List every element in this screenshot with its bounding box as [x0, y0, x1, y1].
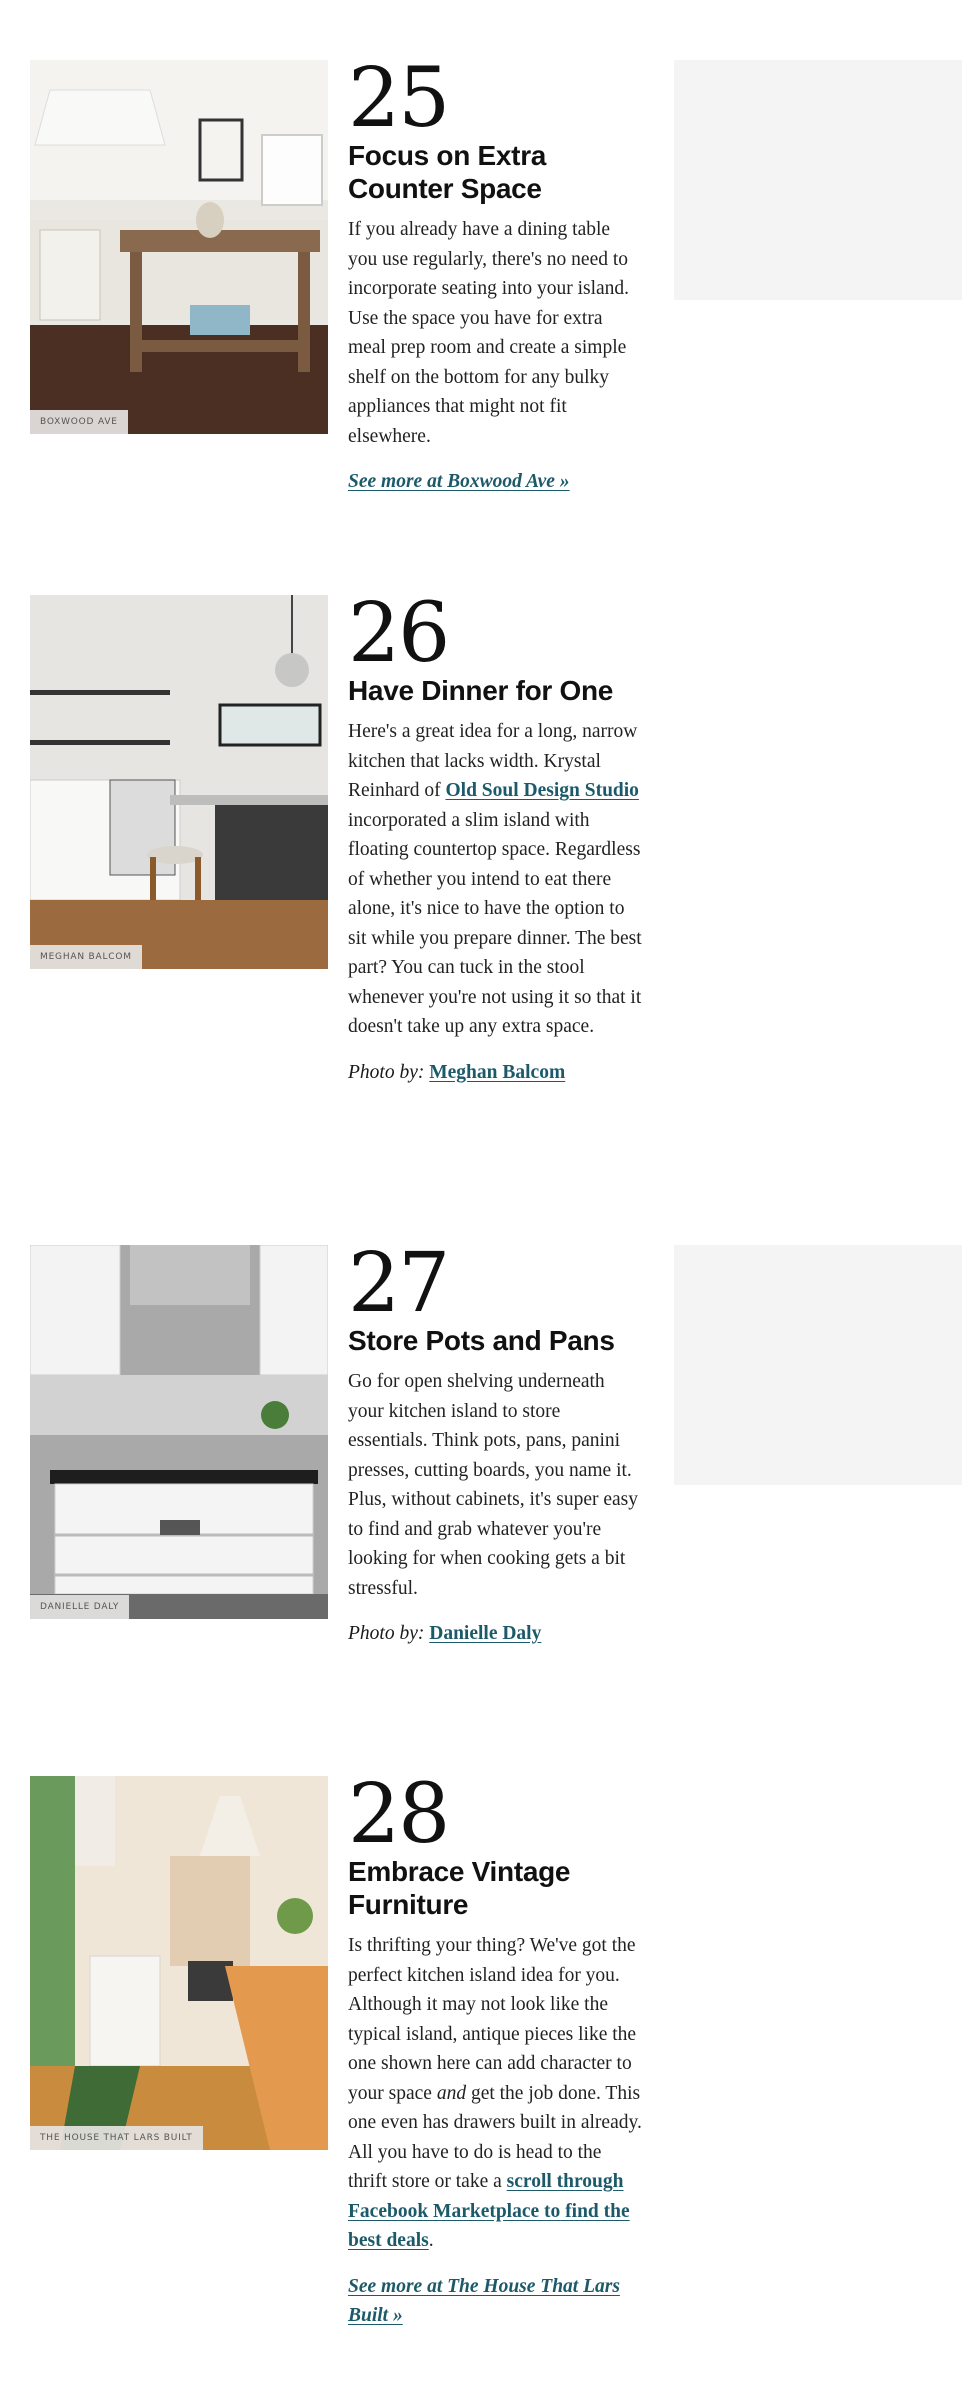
kitchen-image-26	[30, 595, 328, 969]
see-more	[348, 2272, 644, 2330]
old-soul-link[interactable]: Old Soul Design Studio	[445, 780, 639, 801]
kitchen-photo-26[interactable]	[30, 595, 328, 969]
ad-placeholder	[674, 1245, 962, 1485]
photographer-link[interactable]: Meghan Balcom	[429, 1061, 566, 1083]
kitchen-photo-27[interactable]	[30, 1245, 328, 1619]
kitchen-image-28	[30, 1776, 328, 2150]
photo-by-label: Photo by:	[348, 1623, 425, 1644]
item-content	[348, 1236, 644, 1648]
photo-credit: DANIELLE DALY	[30, 1595, 129, 1619]
body-text: Here's a great idea for a long, narrow kitchen that lacks width. Krystal Reinhard of	[348, 721, 638, 801]
photo-by	[348, 1058, 644, 1087]
body-text: Is thrifting your thing? We've got the perfect kitchen island idea for you. Although it may not look like the typical island, antique pieces like the one shown here can add character to your space	[348, 1935, 637, 2104]
item-number: 26	[348, 586, 449, 681]
item-content	[348, 586, 644, 1087]
body-text: get the job done. This one even has drawers built in already. All you have to do is head to the thrift store or take a	[348, 2082, 642, 2192]
kitchen-image-25	[30, 60, 328, 434]
item-body	[348, 1931, 644, 2256]
kitchen-photo-25[interactable]	[30, 60, 328, 434]
kitchen-image-27	[30, 1245, 328, 1619]
facebook-marketplace-link[interactable]: scroll through Facebook Marketplace to find the best deals	[348, 2171, 630, 2251]
see-more-link[interactable]: See more at Boxwood Ave »	[348, 471, 570, 492]
kitchen-photo-28[interactable]	[30, 1776, 328, 2150]
item-title: Have Dinner for One	[348, 675, 614, 706]
item-number: 27	[348, 1236, 449, 1331]
body-text: incorporated a slim island with floating countertop space. Regardless of whether you intend to eat there alone, it's nice to have the option to sit while you prepare dinner. The best part? You can tuck in the stool whenever you're not using it so that it doesn't take up any extra space.	[348, 809, 642, 1037]
photo-by	[348, 1619, 644, 1648]
item-content	[348, 51, 644, 496]
photo-credit: THE HOUSE THAT LARS BUILT	[30, 2126, 203, 2150]
photo-by-label: Photo by:	[348, 1061, 425, 1083]
item-number: 25	[348, 51, 449, 146]
see-more	[348, 467, 644, 496]
item-title: Embrace Vintage Furniture	[348, 1856, 571, 1920]
photographer-link[interactable]: Danielle Daly	[429, 1623, 542, 1644]
item-title: Focus on Extra Counter Space	[348, 140, 547, 204]
see-more-link[interactable]: See more at The House That Lars Built »	[348, 2275, 620, 2326]
photo-credit: BOXWOOD AVE	[30, 410, 128, 434]
item-body: Go for open shelving underneath your kitchen island to store essentials. Think pots, pans, panini presses, cutting boards, you name it. Plus, without cabinets, it's super easy to find and grab whatever you're looking for when cooking gets a bit stressful.	[348, 1371, 639, 1599]
body-text: .	[428, 2230, 434, 2251]
ad-placeholder	[674, 60, 962, 300]
photo-credit: MEGHAN BALCOM	[30, 945, 142, 969]
item-title: Store Pots and Pans	[348, 1325, 615, 1356]
item-body	[348, 717, 644, 1042]
item-number: 28	[348, 1767, 449, 1862]
item-content	[348, 1767, 644, 2330]
body-emphasis: and	[436, 2082, 467, 2104]
item-body: If you already have a dining table you use regularly, there's no need to incorporate seating into your island. Use the space you have for extra meal prep room and create a simple shelf on the bottom for any bulky appliances that might not fit elsewhere.	[348, 219, 630, 447]
